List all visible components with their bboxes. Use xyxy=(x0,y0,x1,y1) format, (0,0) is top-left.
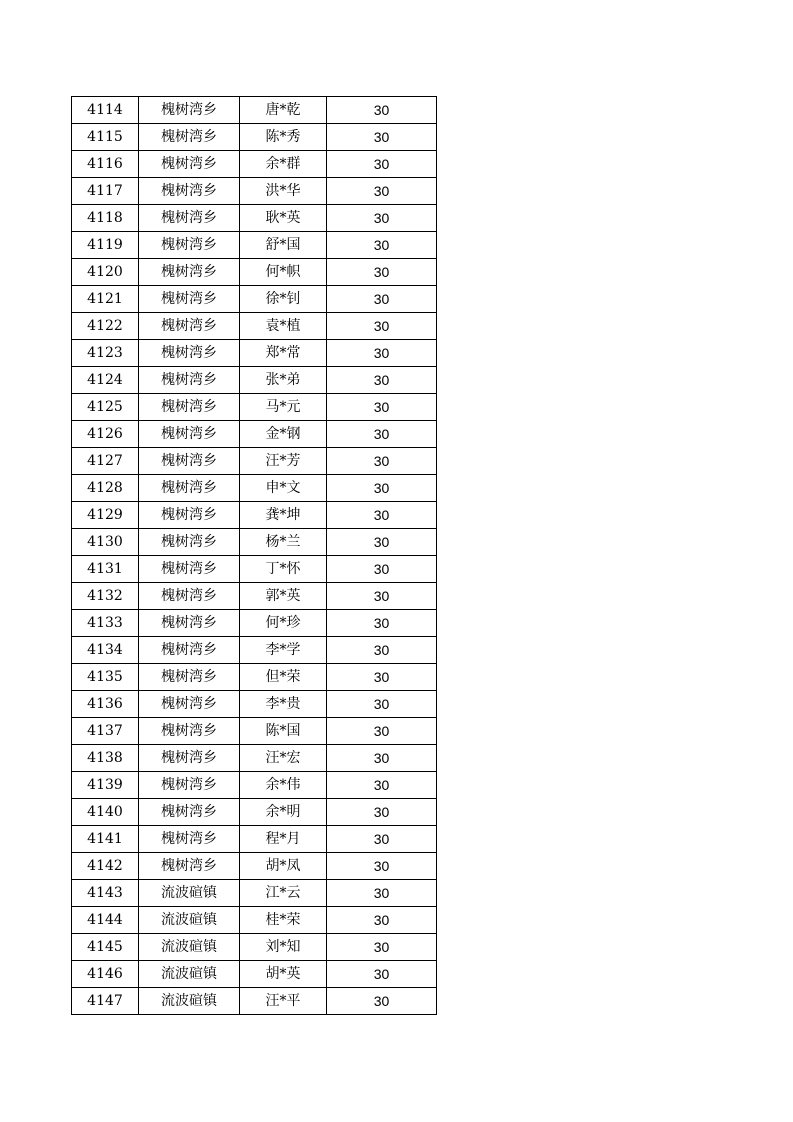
amount-cell: 30 xyxy=(327,907,437,934)
amount-cell: 30 xyxy=(327,772,437,799)
name-cell: 洪*华 xyxy=(240,178,327,205)
township-cell: 槐树湾乡 xyxy=(139,529,240,556)
table-row xyxy=(72,556,437,583)
township-cell: 流波碹镇 xyxy=(139,934,240,961)
township-cell: 槐树湾乡 xyxy=(139,664,240,691)
row-number-cell: 4140 xyxy=(72,799,139,826)
township-cell: 槐树湾乡 xyxy=(139,340,240,367)
row-number-cell: 4116 xyxy=(72,151,139,178)
row-number-cell: 4122 xyxy=(72,313,139,340)
table-row xyxy=(72,961,437,988)
name-cell: 何*帜 xyxy=(240,259,327,286)
name-cell: 余*明 xyxy=(240,799,327,826)
township-cell: 流波碹镇 xyxy=(139,907,240,934)
township-cell: 槐树湾乡 xyxy=(139,583,240,610)
name-cell: 何*珍 xyxy=(240,610,327,637)
name-cell: 余*群 xyxy=(240,151,327,178)
name-cell: 马*元 xyxy=(240,394,327,421)
table-row xyxy=(72,583,437,610)
table-row xyxy=(72,286,437,313)
township-cell: 槐树湾乡 xyxy=(139,97,240,124)
name-cell: 耿*英 xyxy=(240,205,327,232)
row-number-cell: 4118 xyxy=(72,205,139,232)
name-cell: 程*月 xyxy=(240,826,327,853)
table-row xyxy=(72,205,437,232)
table-row xyxy=(72,664,437,691)
name-cell: 但*荣 xyxy=(240,664,327,691)
name-cell: 桂*荣 xyxy=(240,907,327,934)
township-cell: 槐树湾乡 xyxy=(139,556,240,583)
row-number-cell: 4142 xyxy=(72,853,139,880)
name-cell: 汪*芳 xyxy=(240,448,327,475)
name-cell: 陈*国 xyxy=(240,718,327,745)
township-cell: 槐树湾乡 xyxy=(139,475,240,502)
table-row xyxy=(72,745,437,772)
amount-cell: 30 xyxy=(327,880,437,907)
name-cell: 徐*钊 xyxy=(240,286,327,313)
table-row xyxy=(72,232,437,259)
township-cell: 槐树湾乡 xyxy=(139,772,240,799)
table-row xyxy=(72,151,437,178)
name-cell: 李*学 xyxy=(240,637,327,664)
row-number-cell: 4121 xyxy=(72,286,139,313)
table-row xyxy=(72,394,437,421)
table-row xyxy=(72,880,437,907)
amount-cell: 30 xyxy=(327,97,437,124)
amount-cell: 30 xyxy=(327,637,437,664)
name-cell: 郑*常 xyxy=(240,340,327,367)
township-cell: 槐树湾乡 xyxy=(139,232,240,259)
amount-cell: 30 xyxy=(327,259,437,286)
amount-cell: 30 xyxy=(327,178,437,205)
township-cell: 流波碹镇 xyxy=(139,880,240,907)
table-row xyxy=(72,259,437,286)
township-cell: 槐树湾乡 xyxy=(139,853,240,880)
amount-cell: 30 xyxy=(327,691,437,718)
table-row xyxy=(72,367,437,394)
row-number-cell: 4135 xyxy=(72,664,139,691)
amount-cell: 30 xyxy=(327,745,437,772)
name-cell: 金*钢 xyxy=(240,421,327,448)
amount-cell: 30 xyxy=(327,367,437,394)
township-cell: 槐树湾乡 xyxy=(139,151,240,178)
row-number-cell: 4144 xyxy=(72,907,139,934)
data-table xyxy=(71,96,437,1015)
row-number-cell: 4145 xyxy=(72,934,139,961)
table-row xyxy=(72,799,437,826)
table-row xyxy=(72,691,437,718)
name-cell: 唐*乾 xyxy=(240,97,327,124)
township-cell: 槐树湾乡 xyxy=(139,637,240,664)
amount-cell: 30 xyxy=(327,799,437,826)
name-cell: 龚*坤 xyxy=(240,502,327,529)
row-number-cell: 4126 xyxy=(72,421,139,448)
row-number-cell: 4132 xyxy=(72,583,139,610)
row-number-cell: 4130 xyxy=(72,529,139,556)
table-row xyxy=(72,340,437,367)
name-cell: 申*文 xyxy=(240,475,327,502)
name-cell: 李*贵 xyxy=(240,691,327,718)
amount-cell: 30 xyxy=(327,124,437,151)
table-row xyxy=(72,178,437,205)
amount-cell: 30 xyxy=(327,286,437,313)
amount-cell: 30 xyxy=(327,232,437,259)
township-cell: 槐树湾乡 xyxy=(139,691,240,718)
row-number-cell: 4141 xyxy=(72,826,139,853)
amount-cell: 30 xyxy=(327,529,437,556)
name-cell: 陈*秀 xyxy=(240,124,327,151)
township-cell: 流波碹镇 xyxy=(139,961,240,988)
table-row xyxy=(72,124,437,151)
name-cell: 汪*宏 xyxy=(240,745,327,772)
amount-cell: 30 xyxy=(327,556,437,583)
table-row xyxy=(72,502,437,529)
amount-cell: 30 xyxy=(327,934,437,961)
row-number-cell: 4131 xyxy=(72,556,139,583)
table-row xyxy=(72,97,437,124)
township-cell: 槐树湾乡 xyxy=(139,448,240,475)
amount-cell: 30 xyxy=(327,826,437,853)
row-number-cell: 4127 xyxy=(72,448,139,475)
row-number-cell: 4115 xyxy=(72,124,139,151)
amount-cell: 30 xyxy=(327,475,437,502)
table-row xyxy=(72,529,437,556)
amount-cell: 30 xyxy=(327,583,437,610)
table-row xyxy=(72,853,437,880)
row-number-cell: 4125 xyxy=(72,394,139,421)
name-cell: 丁*怀 xyxy=(240,556,327,583)
name-cell: 汪*平 xyxy=(240,988,327,1015)
row-number-cell: 4120 xyxy=(72,259,139,286)
row-number-cell: 4128 xyxy=(72,475,139,502)
row-number-cell: 4114 xyxy=(72,97,139,124)
township-cell: 槐树湾乡 xyxy=(139,718,240,745)
row-number-cell: 4119 xyxy=(72,232,139,259)
row-number-cell: 4146 xyxy=(72,961,139,988)
name-cell: 胡*凤 xyxy=(240,853,327,880)
amount-cell: 30 xyxy=(327,421,437,448)
amount-cell: 30 xyxy=(327,853,437,880)
row-number-cell: 4136 xyxy=(72,691,139,718)
row-number-cell: 4139 xyxy=(72,772,139,799)
table-body xyxy=(72,97,437,1015)
table-row xyxy=(72,475,437,502)
township-cell: 槐树湾乡 xyxy=(139,745,240,772)
amount-cell: 30 xyxy=(327,502,437,529)
table-row xyxy=(72,826,437,853)
name-cell: 杨*兰 xyxy=(240,529,327,556)
amount-cell: 30 xyxy=(327,151,437,178)
township-cell: 槐树湾乡 xyxy=(139,178,240,205)
amount-cell: 30 xyxy=(327,313,437,340)
table-row xyxy=(72,988,437,1015)
row-number-cell: 4123 xyxy=(72,340,139,367)
amount-cell: 30 xyxy=(327,718,437,745)
township-cell: 槐树湾乡 xyxy=(139,826,240,853)
amount-cell: 30 xyxy=(327,664,437,691)
township-cell: 槐树湾乡 xyxy=(139,205,240,232)
table-row xyxy=(72,934,437,961)
row-number-cell: 4129 xyxy=(72,502,139,529)
name-cell: 胡*英 xyxy=(240,961,327,988)
table-row xyxy=(72,772,437,799)
table-row xyxy=(72,718,437,745)
township-cell: 槐树湾乡 xyxy=(139,286,240,313)
name-cell: 郭*英 xyxy=(240,583,327,610)
name-cell: 江*云 xyxy=(240,880,327,907)
name-cell: 袁*植 xyxy=(240,313,327,340)
amount-cell: 30 xyxy=(327,988,437,1015)
township-cell: 槐树湾乡 xyxy=(139,421,240,448)
amount-cell: 30 xyxy=(327,394,437,421)
row-number-cell: 4138 xyxy=(72,745,139,772)
township-cell: 槐树湾乡 xyxy=(139,367,240,394)
table-row xyxy=(72,637,437,664)
township-cell: 槐树湾乡 xyxy=(139,502,240,529)
amount-cell: 30 xyxy=(327,205,437,232)
township-cell: 槐树湾乡 xyxy=(139,610,240,637)
township-cell: 槐树湾乡 xyxy=(139,394,240,421)
amount-cell: 30 xyxy=(327,961,437,988)
amount-cell: 30 xyxy=(327,340,437,367)
name-cell: 舒*国 xyxy=(240,232,327,259)
township-cell: 槐树湾乡 xyxy=(139,799,240,826)
amount-cell: 30 xyxy=(327,448,437,475)
table-row xyxy=(72,421,437,448)
name-cell: 张*弟 xyxy=(240,367,327,394)
table-row xyxy=(72,610,437,637)
table-row xyxy=(72,313,437,340)
row-number-cell: 4134 xyxy=(72,637,139,664)
row-number-cell: 4133 xyxy=(72,610,139,637)
row-number-cell: 4124 xyxy=(72,367,139,394)
table-row xyxy=(72,907,437,934)
row-number-cell: 4137 xyxy=(72,718,139,745)
amount-cell: 30 xyxy=(327,610,437,637)
table-row xyxy=(72,448,437,475)
name-cell: 刘*知 xyxy=(240,934,327,961)
row-number-cell: 4143 xyxy=(72,880,139,907)
name-cell: 余*伟 xyxy=(240,772,327,799)
row-number-cell: 4117 xyxy=(72,178,139,205)
township-cell: 槐树湾乡 xyxy=(139,124,240,151)
row-number-cell: 4147 xyxy=(72,988,139,1015)
township-cell: 流波碹镇 xyxy=(139,988,240,1015)
township-cell: 槐树湾乡 xyxy=(139,259,240,286)
township-cell: 槐树湾乡 xyxy=(139,313,240,340)
